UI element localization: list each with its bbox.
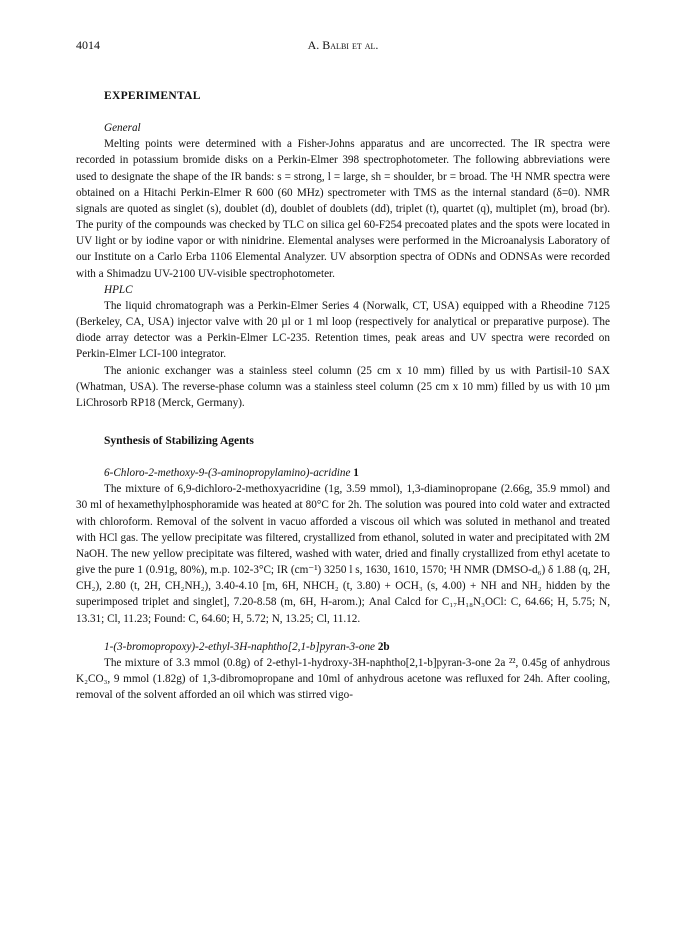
synthesis-heading: Synthesis of Stabilizing Agents xyxy=(104,434,254,447)
compound-1-number: 1 xyxy=(353,467,359,480)
hplc-heading: HPLC xyxy=(104,283,133,296)
running-head xyxy=(76,38,610,54)
compound-2b-paragraph: The mixture of 3.3 mmol (0.8g) of 2-ethyl-1-hydroxy-3H-naphtho[2,1-b]pyran-3-one 2a ²², 0.45g of anhydrous K₂CO₃, 9 mmol (1.82g) of 1,3-dibromopropane and 10ml of anhydrous acetone was refluxed for 24h. After cooling, removal of the solvent afforded an oil which was stirred vigo- xyxy=(76,656,610,702)
compound-1-paragraph: The mixture of 6,9-dichloro-2-methoxyacridine (1g, 3.59 mmol), 1,3-diaminopropane (2.66g, 35.9 mmol) and 30 ml of hexamethylphosphoramide was heated at 80°C for 2h. The solution was poured into cold water and extracted with chloroform. Removal of the solvent in vacuo afforded a viscous oil which was soluted in methanol and treated with HCl gas. The yellow precipitate was filtered, crystallized from ethanol, soluted in water and precipitated with 2M NaOH. The new yellow precipitate was filtered, washed with water, dried and finally crystallized from ethyl acetate to give the pure 1 (0.91g, 80%), m.p. 102-3°C; IR (cm⁻¹) 3250 l s, 1630, 1610, 1570; ¹H NMR (DMSO-d₆) δ 1.88 (q, 2H, CH₂), 2.80 (t, 2H, CH₂NH₂), 3.40-4.10 [m, 6H, NHCH₂ (t, 3.80) + OCH₃ (s, 4.00) + NH and NH₂ hidden by the superimposed triplet and singlet], 7.20-8.58 (m, 6H, H-arom.); Anal Calcd for C₁₇H₁₈N₃OCl: C, 64.66; H, 5.75; N, 13.31; Cl, 11.23; Found: C, 64.60; H, 5.72; N, 13.25; Cl, 11.12. xyxy=(76,483,610,625)
hplc-paragraph-2: The anionic exchanger was a stainless steel column (25 cm x 10 mm) filled by us with Partisil-10 SAX (Whatman, USA). The reverse-phase column was a stainless steel column (25 cm x 10 mm) filled by us with 10 µm LiChrosorb RP18 (Merck, Germany). xyxy=(76,364,610,409)
hplc-paragraph-1: The liquid chromatograph was a Perkin-Elmer Series 4 (Norwalk, CT, USA) equipped with a Rheodine 7125 (Berkeley, CA, USA) injector valve with 20 µl or 1 ml loop (respectively for analytical or preparative purpose). The diode array detector was a Perkin-Elmer LC-235. Retention times, peak areas and UV spectra were recorded on Perkin-Elmer LCI-100 integrator. xyxy=(76,299,610,361)
compound-1-name: 6-Chloro-2-methoxy-9-(3-aminopropylamino)-acridine xyxy=(104,467,351,480)
compound-1-title xyxy=(104,465,610,481)
general-heading: General xyxy=(104,122,141,135)
page-number: 4014 xyxy=(76,38,100,52)
compound-2b-name: 1-(3-bromopropoxy)-2-ethyl-3H-naphtho[2,1-b]pyran-3-one xyxy=(104,640,376,653)
experimental-heading: EXPERIMENTAL xyxy=(104,90,201,102)
compound-2b-number: 2b xyxy=(377,640,390,653)
general-paragraph: Melting points were determined with a Fisher-Johns apparatus and are uncorrected. The IR spectra were recorded in potassium bromide disks on a Perkin-Elmer 398 spectrophotometer. The following abbreviations were used to designate the shape of the IR bands: s = strong, l = large, sh = shoulder, br = broad. The ¹H NMR spectra were obtained on a Hitachi Perkin-Elmer R 600 (60 MHz) spectrometer with TMS as the internal standard (δ=0). NMR signals are quoted as singlet (s), doublet (d), doublet of doublets (dd), triplet (t), quartet (q), multiplet (m), broad (br). The purity of the compounds was checked by TLC on silica gel 60-F254 precoated plates and the spots were located in UV light or by iodine vapor or with ninidrine. Elemental analyses were performed in the Microanalysis Laboratory of our Institute on a Carlo Erba 1106 Elemental Analyzer. UV absorption spectra of ODNs and ODNSAs were recorded with a Shimadzu UV-2100 UV-visible spectrophotometer. xyxy=(76,138,610,280)
body-text xyxy=(76,88,610,703)
compound-2b-title xyxy=(104,639,610,655)
running-title: A. Balbi et al. xyxy=(307,38,379,52)
